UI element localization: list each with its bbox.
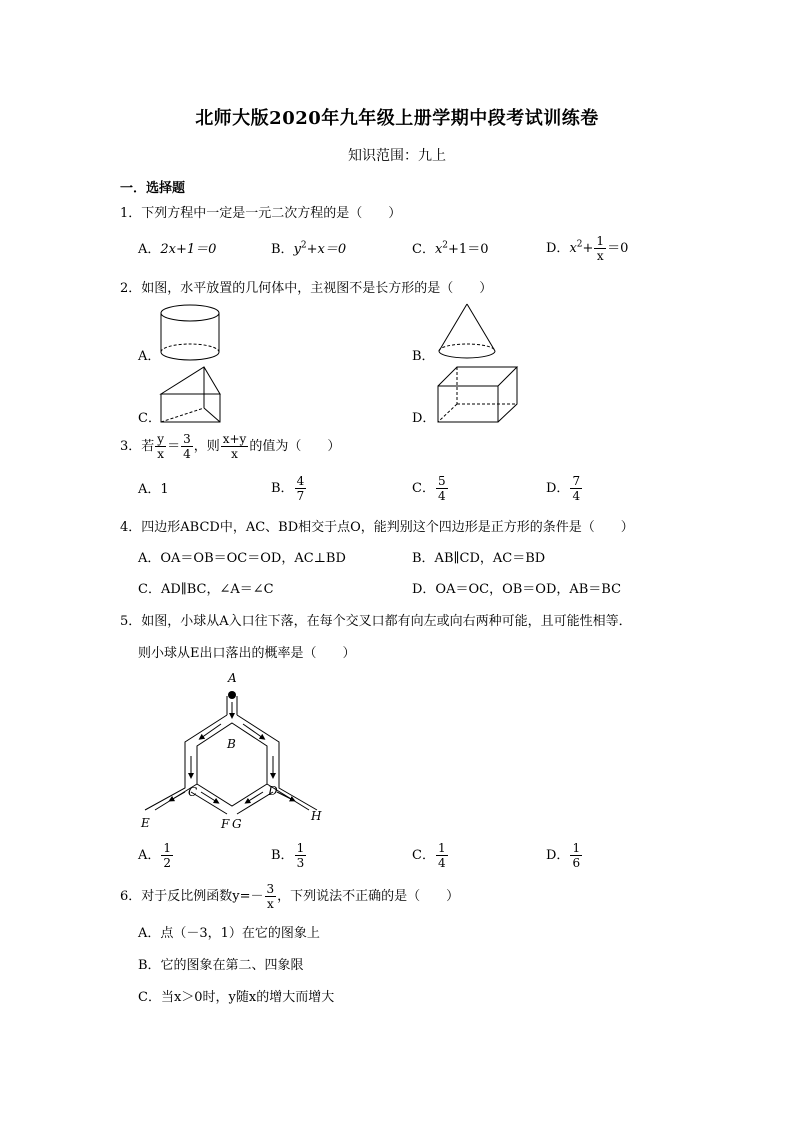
cuboid-figure bbox=[435, 364, 523, 426]
numerator: 1 bbox=[296, 841, 305, 855]
ball-icon bbox=[228, 691, 236, 699]
numerator: 3 bbox=[183, 432, 191, 446]
q3-option-d bbox=[546, 474, 583, 503]
numerator: 1 bbox=[572, 841, 581, 855]
fraction bbox=[570, 841, 582, 870]
stem-prefix: 3．若 bbox=[120, 439, 155, 454]
numerator: 4 bbox=[296, 474, 305, 488]
q1-option-a bbox=[138, 241, 216, 259]
page-title: 北师大版2020年九年级上册学期中段考试训练卷 bbox=[195, 108, 599, 129]
option-letter: C． bbox=[412, 481, 435, 496]
option-letter: A． bbox=[138, 242, 161, 257]
option-letter: B． bbox=[271, 242, 294, 257]
cone-figure bbox=[435, 302, 501, 364]
q6-option-a: A．点（－3，1）在它的图象上 bbox=[138, 926, 320, 941]
q3-option-b bbox=[271, 474, 307, 503]
q1-option-c bbox=[412, 241, 488, 259]
numerator: 5 bbox=[437, 474, 446, 488]
section-heading: 一．选择题 bbox=[120, 181, 186, 196]
numerator: 7 bbox=[572, 474, 581, 488]
denominator: 3 bbox=[296, 856, 305, 870]
exponent: 2 bbox=[576, 239, 583, 250]
numerator: 1 bbox=[163, 841, 172, 855]
question-2-stem: 2．如图，水平放置的几何体中，主视图不是长方形的是（ ） bbox=[120, 281, 493, 296]
q2-option-a-label: A． bbox=[138, 349, 161, 364]
question-4-stem: 4．四边形ABCD中，AC、BD相交于点O，能判别这个四边形是正方形的条件是（ ） bbox=[120, 520, 634, 535]
numerator: x+y bbox=[222, 432, 247, 446]
option-letter: C． bbox=[412, 242, 435, 257]
stem-middle: ，则 bbox=[193, 439, 220, 454]
cylinder-figure bbox=[158, 302, 224, 364]
option-letter: D． bbox=[546, 481, 570, 496]
fraction bbox=[221, 432, 249, 461]
denominator: x bbox=[266, 897, 274, 911]
triangular-prism-figure bbox=[158, 364, 228, 426]
q4-option-d: D．OA＝OC，OB＝OD，AB＝BC bbox=[412, 582, 622, 597]
denominator: x bbox=[231, 447, 238, 461]
variable: y bbox=[293, 242, 301, 257]
q1-option-b bbox=[271, 241, 346, 259]
q6-option-b: B．它的图象在第二、四象限 bbox=[138, 958, 304, 973]
question-5-stem-line1: 5．如图，小球从A入口往下落，在每个交叉口都有向左或向右两种可能，且可能性相等． bbox=[120, 614, 632, 629]
stem-suffix: 的值为（ ） bbox=[249, 439, 341, 454]
label-H: H bbox=[311, 809, 322, 823]
question-5-stem-line2: 则小球从E出口落出的概率是（ ） bbox=[138, 646, 356, 661]
fraction bbox=[161, 841, 173, 870]
fraction bbox=[436, 841, 448, 870]
denominator: 4 bbox=[437, 856, 446, 870]
denominator: 4 bbox=[437, 489, 446, 503]
label-E: E bbox=[141, 816, 150, 830]
denominator: x bbox=[157, 447, 165, 461]
stem-suffix: ，下列说法不正确的是（ ） bbox=[277, 889, 460, 904]
q2-option-b-label: B． bbox=[412, 349, 435, 364]
fraction bbox=[570, 474, 582, 503]
label-B: B bbox=[227, 737, 236, 751]
option-letter: B． bbox=[271, 848, 294, 863]
q5-option-c bbox=[412, 841, 449, 870]
q4-option-a: A．OA＝OB＝OC＝OD，AC⊥BD bbox=[138, 551, 346, 566]
q2-option-c-label: C． bbox=[138, 411, 161, 426]
option-letter: B． bbox=[271, 481, 294, 496]
q2-option-d-label: D． bbox=[412, 411, 436, 426]
numerator: 1 bbox=[596, 234, 605, 248]
question-6-stem bbox=[120, 882, 459, 911]
label-C: C bbox=[188, 785, 198, 799]
option-letter: D． bbox=[546, 848, 570, 863]
fraction bbox=[594, 234, 606, 263]
label-F: F bbox=[221, 817, 230, 831]
question-1-stem: 1．下列方程中一定是一元二次方程的是（ ） bbox=[120, 206, 402, 221]
q6-option-c: C．当x＞0时，y随x的增大而增大 bbox=[138, 990, 335, 1005]
fraction bbox=[295, 841, 307, 870]
denominator: x bbox=[596, 249, 604, 263]
numerator: 1 bbox=[437, 841, 446, 855]
equation: +1＝0 bbox=[448, 242, 489, 257]
fraction bbox=[295, 474, 307, 503]
q5-option-a bbox=[138, 841, 174, 870]
denominator: 6 bbox=[572, 856, 581, 870]
option-letter: C． bbox=[412, 848, 435, 863]
numerator: y bbox=[157, 432, 165, 446]
fraction bbox=[181, 432, 193, 461]
equals-sign: ＝ bbox=[167, 439, 181, 454]
q5-option-b bbox=[271, 841, 307, 870]
equation: ＝0 bbox=[607, 241, 629, 256]
question-3-stem bbox=[120, 432, 340, 461]
page-subtitle: 知识范围：九上 bbox=[348, 148, 446, 164]
stem-prefix: 6．对于反比例函数y=－ bbox=[120, 889, 264, 904]
denominator: 4 bbox=[572, 489, 581, 503]
equation: +x＝0 bbox=[306, 242, 347, 257]
plus-sign: + bbox=[582, 241, 594, 256]
option-letter: A． bbox=[138, 848, 161, 863]
q4-option-b: B．AB∥CD，AC＝BD bbox=[412, 551, 546, 566]
equation: 2x+1＝0 bbox=[160, 242, 217, 257]
option-letter: D． bbox=[546, 241, 570, 256]
exponent: 2 bbox=[300, 240, 307, 251]
q4-option-c: C．AD∥BC，∠A＝∠C bbox=[138, 582, 274, 597]
fraction bbox=[436, 474, 448, 503]
q3-option-a: A．1 bbox=[138, 482, 169, 497]
variable: x bbox=[434, 242, 443, 257]
denominator: 7 bbox=[296, 489, 305, 503]
q5-option-d bbox=[546, 841, 583, 870]
denominator: 4 bbox=[183, 447, 191, 461]
fraction bbox=[265, 882, 277, 911]
fraction bbox=[155, 432, 166, 461]
ball-drop-diagram bbox=[135, 668, 335, 838]
q3-option-c bbox=[412, 474, 449, 503]
label-A: A bbox=[228, 671, 237, 685]
label-D: D bbox=[268, 784, 278, 798]
label-G: G bbox=[232, 817, 242, 831]
q1-option-d bbox=[546, 234, 628, 263]
denominator: 2 bbox=[163, 856, 172, 870]
exponent: 2 bbox=[442, 240, 449, 251]
numerator: 3 bbox=[266, 882, 275, 896]
variable: x bbox=[569, 241, 577, 256]
